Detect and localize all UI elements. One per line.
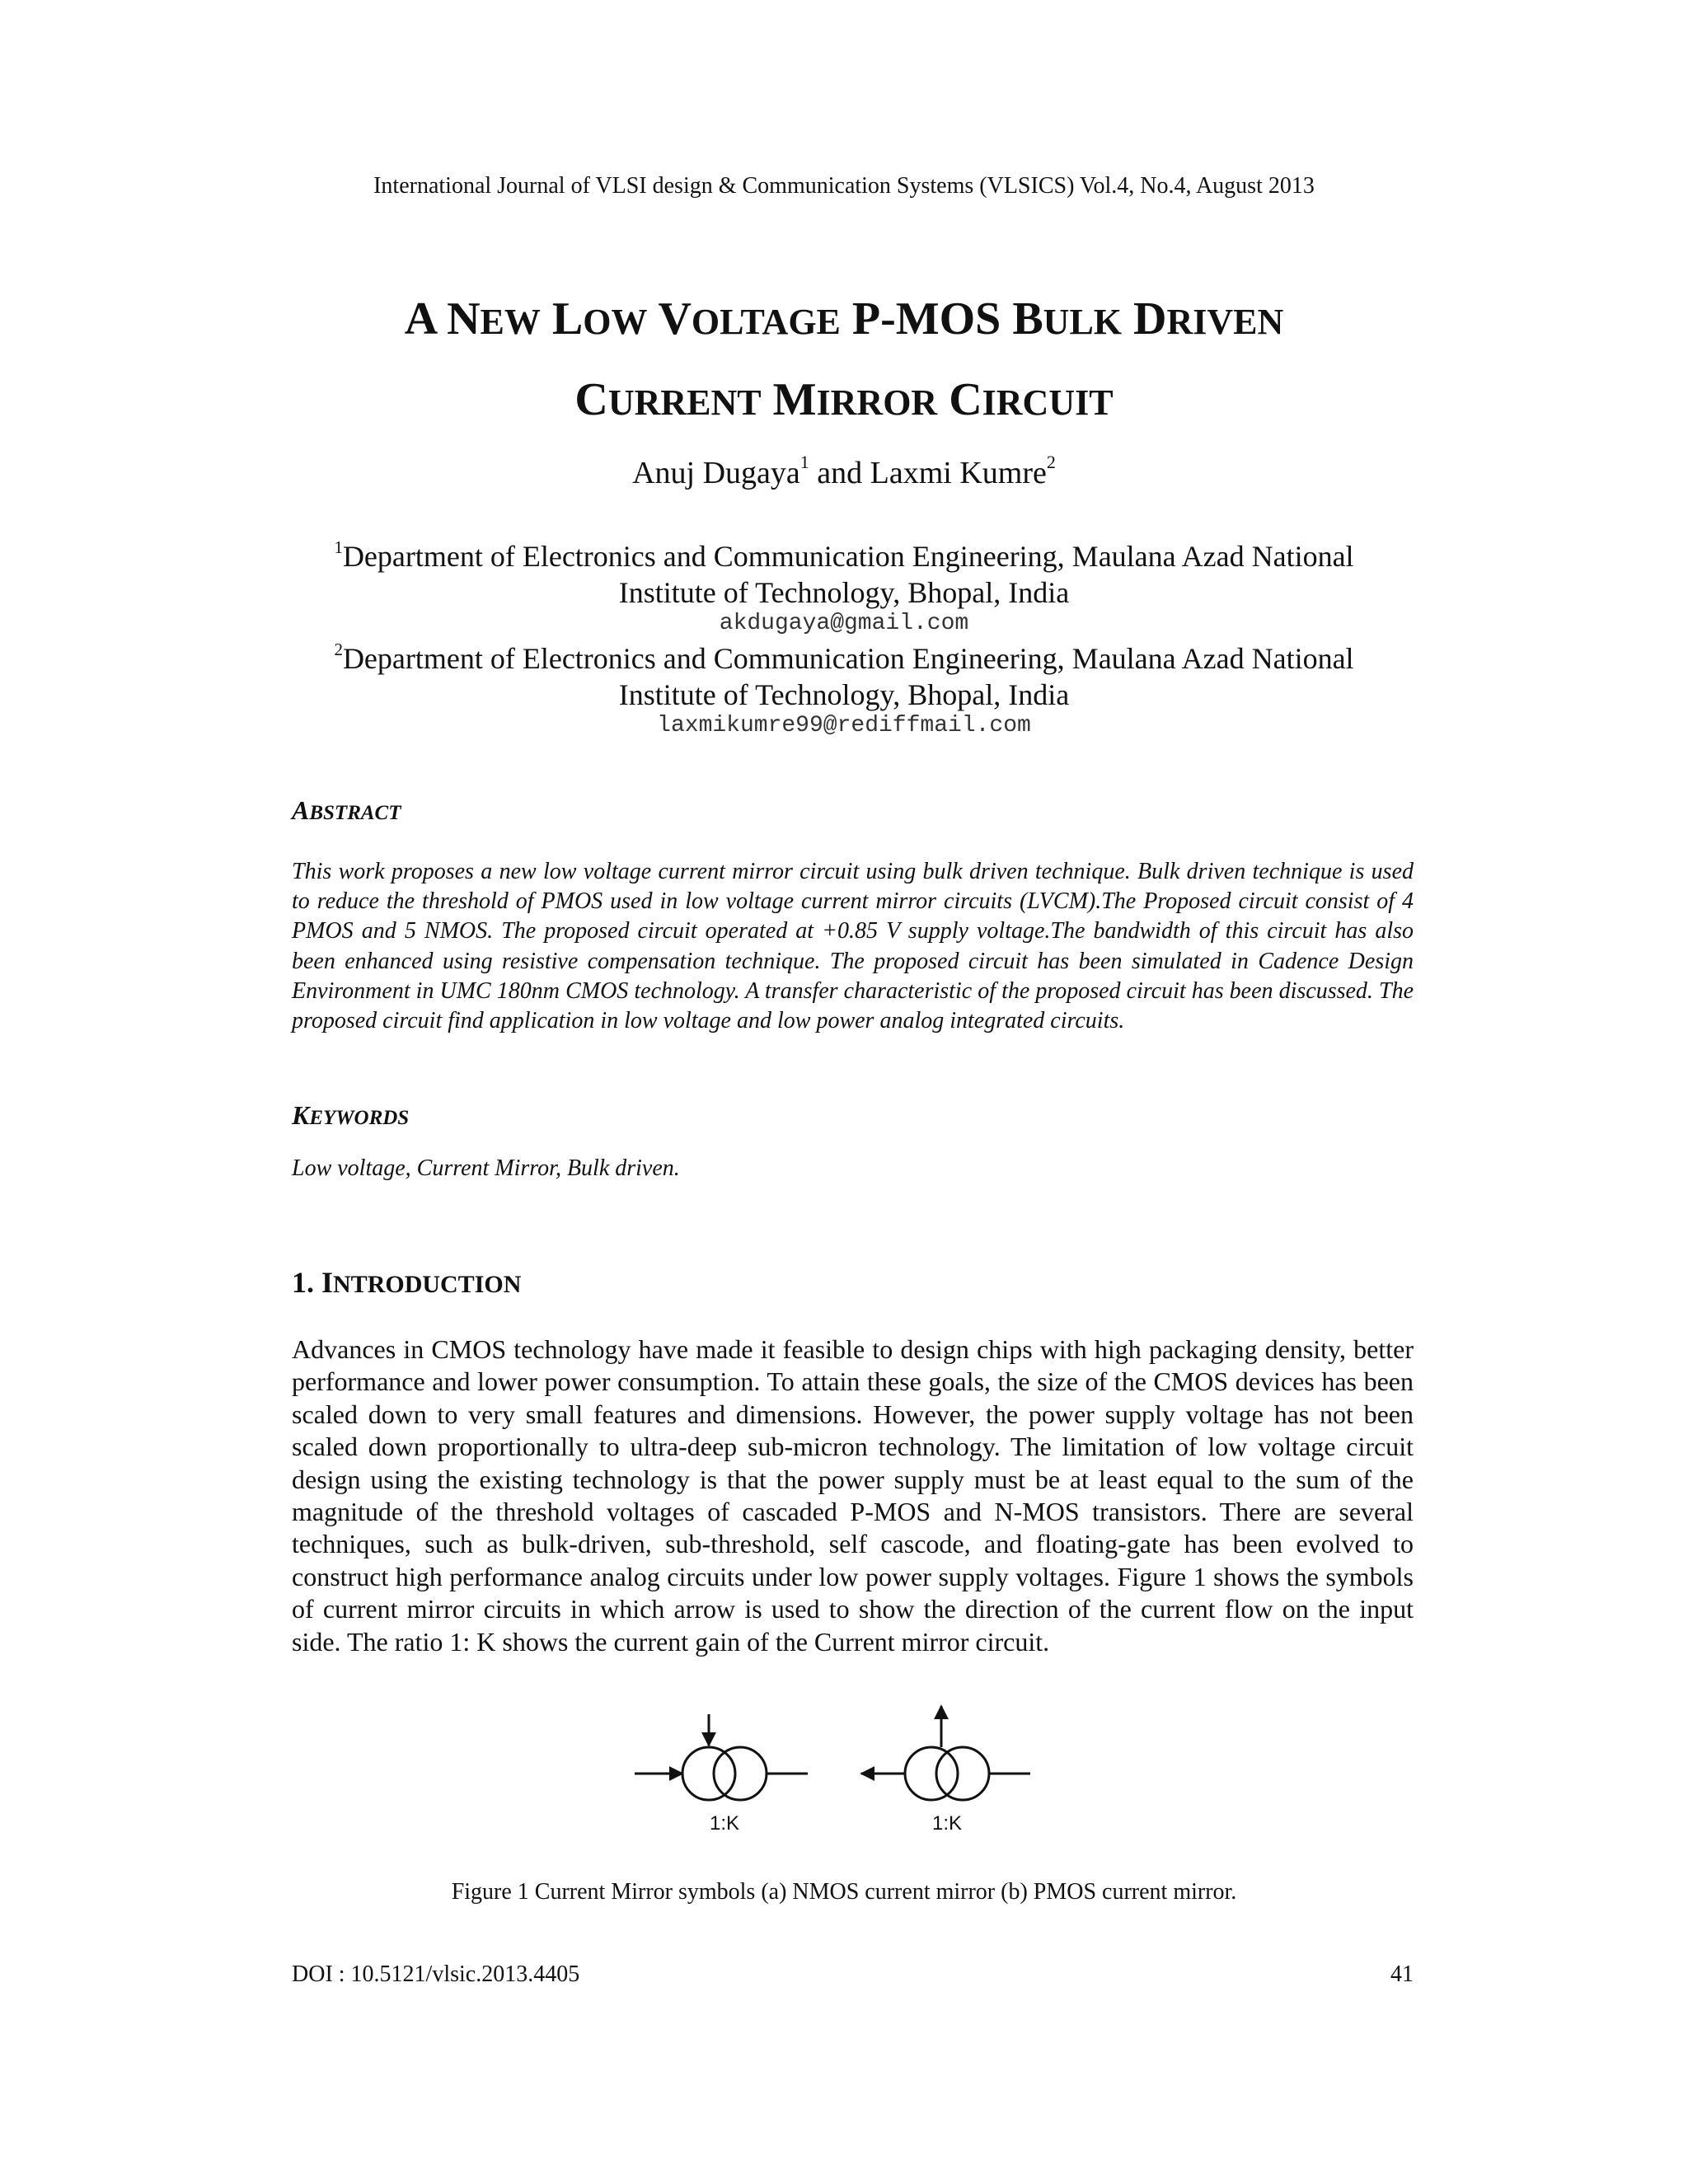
- title-line-1: A NEW LOW VOLTAGE P-MOS BULK DRIVEN: [404, 293, 1284, 344]
- author-superscript: 2: [1046, 452, 1056, 472]
- gain-ratio-label-a: 1:K: [709, 1812, 740, 1835]
- page-number: 41: [1390, 1961, 1414, 1987]
- author-email[interactable]: laxmikumre99@rediffmail.com: [657, 713, 1031, 738]
- title-line-2: CURRENT MIRROR CIRCUIT: [574, 374, 1114, 425]
- keywords-text: Low voltage, Current Mirror, Bulk driven.: [292, 1155, 680, 1181]
- keywords-heading: KEYWORDS: [292, 1100, 410, 1130]
- abstract-heading: ABSTRACT: [292, 795, 401, 825]
- abstract-text: This work proposes a new low voltage current mirror circuit using bulk driven technique. Bulk driven technique is used to reduce the threshold of PMOS used in low voltage current mirror circuits (LVCM).The Proposed circuit consist of 4 PMOS and 5 NMOS. The proposed circuit operated at +0.85 V supply voltage.The bandwidth of this circuit has also been enhanced using resistive compensation technique. The proposed circuit has been simulated in Cadence Design Environment in UMC 180nm CMOS technology. A transfer characteristic of the proposed circuit has been discussed. The proposed circuit find application in low voltage and low power analog integrated circuits.: [292, 859, 1414, 1034]
- nmos-current-mirror-symbol: [635, 1714, 808, 1800]
- affiliation-2: $^2$Department of Electronics and Communication Engineering, Maulana Azad National Institute of Technology, Bhopal, India laxmikumre99@rediffmail.com: [0, 631, 1688, 738]
- author-email[interactable]: akdugaya@gmail.com: [719, 611, 969, 636]
- affiliation-1: $^1$Department of Electronics and Communication Engineering, Maulana Azad National Institute of Technology, Bhopal, India akdugaya@gmail.com: [0, 529, 1688, 636]
- section-heading-introduction: 1. INTRODUCTION: [292, 1266, 522, 1299]
- figure-1-current-mirror-symbols: [622, 1698, 1084, 1846]
- current-mirror-symbols-diagram: [622, 1698, 1084, 1846]
- journal-header: International Journal of VLSI design & Communication Systems (VLSICS) Vol.4, No.4, August 2013: [373, 173, 1315, 199]
- figure-caption: Figure 1 Current Mirror symbols (a) NMOS current mirror (b) PMOS current mirror.: [451, 1879, 1237, 1905]
- author-name: Anuj Dugaya: [632, 456, 800, 490]
- introduction-text: Advances in CMOS technology have made it feasible to design chips with high packaging density, better performance and lower power consumption. To attain these goals, the size of the CMOS devices has been scaled down to very small features and dimensions. However, the power supply voltage has not been scaled down proportionally to ultra-deep sub-micron technology. The limitation of low voltage circuit design using the existing technology is that the power supply must be at least equal to the sum of the magnitude of the threshold voltages of cascaded P-MOS and N-MOS transistors. There are several techniques, such as bulk-driven, sub-threshold, self cascode, and floating-gate has been evolved to construct high performance analog circuits under low power supply voltages. Figure 1 shows the symbols of current mirror circuits in which arrow is used to show the direction of the current flow on the input side. The ratio 1: K shows the current gain of the Current mirror circuit.: [292, 1334, 1414, 1657]
- author-name: Laxmi Kumre: [870, 456, 1047, 490]
- gain-ratio-label-b: 1:K: [931, 1812, 963, 1835]
- author-line: Anuj Dugaya$^1$ and Laxmi Kumre$^2$: [632, 452, 1056, 490]
- author-superscript: 1: [799, 452, 809, 472]
- doi-footer[interactable]: DOI : 10.5121/vlsic.2013.4405: [292, 1961, 580, 1987]
- paper-title: [0, 280, 1688, 442]
- pmos-current-mirror-symbol: [861, 1706, 1030, 1800]
